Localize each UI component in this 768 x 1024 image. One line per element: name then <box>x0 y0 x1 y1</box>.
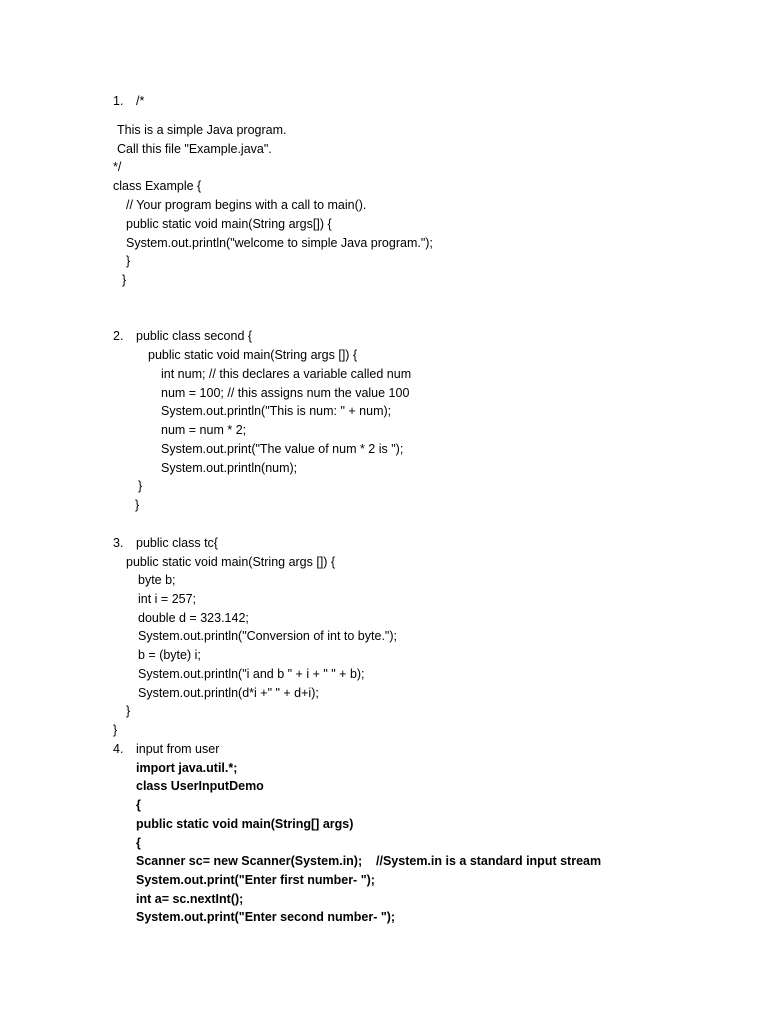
code-line: System.out.println("welcome to simple Java program."); <box>126 236 433 250</box>
code-line: public static void main(String args []) { <box>126 555 336 569</box>
code-line: } <box>122 273 127 287</box>
code-line: public static void main(String args []) { <box>148 348 358 362</box>
code-line: double d = 323.142; <box>138 611 249 625</box>
list-number: 2. <box>113 329 124 343</box>
code-line: System.out.println("i and b " + i + " " + b); <box>138 667 365 681</box>
code-line: System.out.println(d*i +" " + d+i); <box>138 686 319 700</box>
list-number: 4. <box>113 742 124 756</box>
code-line: num = num * 2; <box>161 423 247 437</box>
code-line: b = (byte) i; <box>138 648 201 662</box>
list-number: 3. <box>113 536 124 550</box>
list-number: 1. <box>113 94 124 108</box>
code-line: System.out.print("The value of num * 2 is "); <box>161 442 404 456</box>
code-line: public class tc{ <box>136 536 218 550</box>
code-line: public static void main(String args[]) { <box>126 217 332 231</box>
code-line: int a= sc.nextInt(); <box>136 892 244 906</box>
code-line: { <box>136 798 141 812</box>
code-line: System.out.println("Conversion of int to byte."); <box>138 629 397 643</box>
code-line: Call this file "Example.java". <box>117 142 272 156</box>
code-line: System.out.print("Enter second number- "); <box>136 910 396 924</box>
code-line: num = 100; // this assigns num the value 100 <box>161 386 410 400</box>
code-line: } <box>126 254 131 268</box>
code-line: import java.util.*; <box>136 761 238 775</box>
code-line: System.out.println(num); <box>161 461 298 475</box>
code-line: public class second { <box>136 329 253 343</box>
code-line: /* <box>136 94 145 108</box>
code-line: byte b; <box>138 573 176 587</box>
code-line: System.out.print("Enter first number- "); <box>136 873 375 887</box>
code-line: System.out.println("This is num: " + num); <box>161 404 392 418</box>
code-line: class UserInputDemo <box>136 779 264 793</box>
code-line: } <box>113 723 118 737</box>
code-line: int num; // this declares a variable called num <box>161 367 412 381</box>
code-line: // Your program begins with a call to main(). <box>126 198 367 212</box>
code-line: This is a simple Java program. <box>117 123 287 137</box>
code-line: */ <box>113 160 122 174</box>
code-line: { <box>136 836 141 850</box>
code-line: } <box>135 498 140 512</box>
code-line: public static void main(String[] args) <box>136 817 354 831</box>
code-line: class Example { <box>113 179 202 193</box>
code-line: int i = 257; <box>138 592 197 606</box>
code-line: } <box>126 704 131 718</box>
code-line: input from user <box>136 742 220 756</box>
code-line: } <box>138 479 143 493</box>
code-line: Scanner sc= new Scanner(System.in); //System.in is a standard input stream <box>136 854 602 868</box>
